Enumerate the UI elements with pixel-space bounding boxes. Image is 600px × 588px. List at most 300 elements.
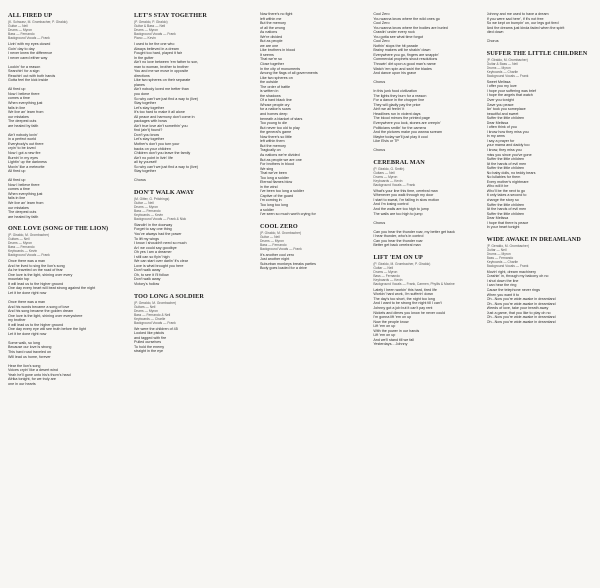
lyric-line: Fought too hard, played it fair: [133, 51, 182, 56]
lyric-line: Some walk, so long: [8, 340, 40, 345]
lyric-line: man to woman, brother to brother: [133, 64, 189, 69]
lyric-line: Let it be done right now: [8, 290, 47, 295]
lyric-line: packages with bows: [133, 119, 167, 124]
lyric-line: Ain't no point in livin' life: [133, 155, 173, 160]
lyric-line: Let's stay together: [133, 137, 165, 142]
lyric-line: Johnny got a job but it can't pay rent: [373, 306, 433, 311]
lyric-line: Close together: [259, 62, 284, 67]
lyric-line: You wanna know where the bodies are buried: [373, 25, 448, 30]
lyric-line: left within them: [259, 139, 285, 144]
lyric-line: Headlines run in violent days: [373, 111, 421, 116]
lyric-line: When you want it to: [486, 292, 520, 297]
musician-credits: [373, 266, 478, 286]
song-writers: (P. Giraldo, M. Grombacher): [8, 233, 50, 238]
lyric-line: Suffer the little children: [486, 157, 525, 162]
lyrics-column: [8, 12, 126, 582]
lyric-line: and homes deep: [259, 112, 288, 117]
lyric-line: Movin' like a meteorite: [8, 164, 45, 169]
lyric-line: The deepest cuts: [8, 119, 37, 124]
lyric-line: Oh yes I am a dreamer: [133, 250, 172, 255]
lyric-line: Now the people know: [373, 319, 409, 324]
credit-line: Drums — Myron: [8, 241, 32, 246]
lyric-line: An' took you someplace: [486, 107, 526, 112]
song-title: SUFFER THE LITTLE CHILDREN: [486, 49, 588, 57]
lyric-line: Every mother's nightmare: [486, 179, 529, 184]
lyric-line: Nothin' stops the hit parade: [373, 43, 419, 48]
credit-line: Drums — Myron: [133, 308, 158, 313]
lyric-line: Oh...Now you're wide awake in dreamland: [486, 301, 556, 306]
lyric-line: find (ain't) found?: [133, 128, 163, 133]
song-block: [487, 12, 592, 44]
lyric-line: Suburban monkeys breaks parties: [259, 261, 316, 266]
musician-credits: [260, 235, 365, 251]
lyric-line: in a perfect world: [8, 137, 37, 142]
song-block: [260, 223, 365, 271]
musician-credits: [487, 62, 592, 78]
lyric-line: Oh...Now you're wide awake in dreamland: [486, 315, 556, 320]
song-block: [373, 159, 478, 248]
lyric-line: the shadows: [259, 93, 281, 98]
musician-credits: [134, 24, 252, 40]
lyric-line: Cool Zero: [373, 21, 390, 26]
musician-credits: [8, 237, 126, 257]
lyric-line: If you were sad here', if it's not free: [486, 16, 544, 21]
lyric-line: Oh...Now you're wide awake in dreamland: [486, 319, 556, 324]
lyric-line: comes a time: [8, 96, 30, 101]
lyric-line: Stay together: [133, 169, 156, 174]
lyric-line: I know how they miss you: [486, 129, 529, 134]
lyric-line: Oh, to see it I'll follow: [133, 272, 169, 277]
song-title: LET'S STAY TOGETHER: [133, 12, 207, 19]
lyric-line: Love is what brought you here: [133, 263, 184, 268]
lyric-line: Suffer the little children: [486, 116, 525, 121]
lyric-line: We can start over darlin' it's clear: [133, 259, 188, 264]
credit-line: Guitar — Neil: [373, 265, 394, 270]
song-writers: (P. Geraldo, M. Grombacher): [133, 300, 177, 305]
lyric-line: Don't walk away: [133, 277, 161, 282]
lyric-line: But the memory: [259, 143, 286, 148]
lyric-line: And I'm losing control: [373, 202, 409, 207]
lyric-line: Crashin' in, through my balcony oh no: [486, 274, 549, 279]
musician-credits: [134, 305, 252, 325]
lyric-line: It will lead us to the higher ground: [8, 281, 64, 286]
lyric-line: To lift my wings: [133, 236, 159, 241]
credit-line: Drums — Myron: [133, 28, 158, 32]
lyric-line: It seems: [259, 52, 274, 57]
lyric-line: Suffer the little children: [486, 166, 525, 171]
lyric-line: Crawlin' under every rock: [373, 30, 415, 35]
lyric-line: The walls are too high to jump: [373, 211, 423, 216]
credit-line: Background Vocals — Frank & Nick: [133, 216, 187, 221]
credit-line: Background Vocals — Frank, Carmen, Phyllis & Maxine: [373, 281, 455, 286]
credit-line: Bass — Fernando: [486, 255, 514, 260]
lyric-line: With the power in our hands: [373, 328, 420, 333]
lyric-line: As nations we're divided: [259, 152, 300, 157]
lyric-line: And dance upon his grave: [373, 71, 417, 76]
lyric-line: In my arms: [486, 134, 505, 139]
song-writers: (P. Giraldo, M. Grombacher, P. Giraldo): [373, 261, 431, 266]
credit-line: Drums — Myron: [373, 269, 398, 274]
lyric-line: Just a game, that you like to play oh no: [486, 310, 551, 315]
lyric-line: We were the children of 45: [133, 326, 178, 331]
lyric-line: Everywhere you go, fingers are snappin': [373, 52, 439, 57]
lyric-line: Gotta feel the kick inside: [8, 78, 49, 83]
song-title: LIFT 'EM ON UP: [373, 253, 423, 261]
lyric-line: Chorus: [373, 80, 386, 85]
credit-line: Guitars — Neil: [8, 237, 30, 242]
lyric-line: Ain't true love ain't somethin' you: [133, 123, 188, 128]
credit-line: Drums — Myron: [8, 28, 32, 32]
credit-line: Drums — Myron: [486, 65, 511, 70]
lyric-line: Chorus: [373, 220, 386, 225]
lyric-line: Chorus: [486, 39, 499, 44]
lyrics-column: [134, 12, 252, 582]
lyric-line: Who'll be the next to go: [486, 188, 526, 193]
credit-line: Guitars — Neil: [133, 304, 156, 309]
lyric-line: Forget to say one thing: [133, 227, 172, 232]
lyric-line: Pulled ourselves: [133, 340, 162, 345]
lyric-line: I'm coming in: [259, 198, 282, 203]
lyric-line: They will gladly pay the price: [373, 102, 421, 107]
lyric-line: a soldier: [259, 207, 274, 212]
lyric-line: Cool Zero: [373, 39, 390, 44]
lyric-line: Everybody's out there: [8, 141, 44, 146]
credit-line: Bass — Fernando: [8, 245, 35, 250]
musician-credits: [8, 24, 126, 40]
lyric-line: Gave you peace: [486, 102, 514, 107]
lyric-line: straight in the eye: [133, 349, 164, 354]
lyric-line: But the memory: [259, 21, 286, 26]
lyric-line: So why can't we just find a way to (live): [133, 96, 199, 101]
song-writers: (P. Giraldo, M. Grombacher): [259, 230, 302, 235]
song-title: DON'T WALK AWAY: [133, 188, 195, 196]
lyric-line: Politicians smilin' for the camera: [373, 125, 426, 130]
lyric-line: miss you since you've gone: [486, 152, 532, 157]
credit-line: Keyboards — Kevin: [373, 178, 403, 183]
lyric-line: I know I shouldn't need so much: [133, 241, 187, 246]
lyric-line: Everywhere you look, stones are creepin': [373, 121, 441, 126]
lyric-line: I hope your suffering was brief: [486, 88, 536, 93]
lyric-line: And I want to be strong the night till I can't: [373, 301, 442, 306]
lyric-line: of all the wrong: [259, 25, 285, 30]
lyric-line: Don't walk away: [133, 268, 161, 273]
lyric-line: Now there's no fight: [259, 12, 293, 16]
lyric-line: But never too old to play: [259, 125, 300, 130]
lyric-line: Like two spheres on their separate: [133, 78, 191, 83]
lyric-line: Lift 'em on up: [373, 333, 396, 338]
lyric-line: That we've been: [259, 171, 287, 176]
lyric-line: Sweet Melissa: [486, 79, 511, 84]
lyric-line: So why can't we just find a way to (live): [133, 164, 199, 169]
lyric-line: Ain't nobody loved me better than: [133, 87, 189, 92]
lyric-line: But as people: [259, 39, 283, 44]
lyric-line: comes a time: [8, 187, 30, 192]
lyric-line: our mistakes: [8, 205, 29, 210]
credit-line: Drums — Myron: [133, 204, 158, 209]
lyric-line: Tragically on: [259, 148, 281, 153]
lyric-line: Suffer the little children: [486, 211, 525, 216]
credit-line: Bass — Fernando & Neil: [133, 312, 171, 317]
lyric-line: This hard road traveled on: [8, 349, 52, 354]
lyric-line: backs on your children: [133, 146, 171, 151]
credit-line: Guitar & Bass — Neil: [133, 24, 166, 28]
lyric-line: beautiful and sweet: [486, 111, 519, 116]
lyric-line: For a dance in the chopper line: [373, 98, 425, 103]
lyric-line: Goin' day to day: [8, 46, 35, 51]
song-block: [373, 12, 478, 153]
lyric-line: Just another night: [259, 257, 290, 262]
lyric-line: Stay together: [133, 101, 156, 106]
credit-line: Bass — Fernando: [373, 273, 400, 278]
song-title: COOL ZERO: [259, 222, 298, 230]
lyric-line: An' we could say goodbye: [133, 245, 177, 250]
lyric-line: your mama and daddy too: [486, 143, 530, 148]
lyric-line: Looked like pistols: [133, 331, 165, 336]
lyric-line: I used to be the one who: [133, 42, 175, 46]
lyric-line: Mother's don't you turn your: [133, 142, 180, 147]
song-block: [134, 293, 252, 354]
lyric-line: and tagged with fire: [133, 335, 167, 340]
lyric-line: for a nation's scars: [259, 107, 291, 112]
lyric-line: I know, they miss you: [486, 147, 522, 152]
lyric-line: Will lead us home, forever: [8, 354, 51, 359]
credit-line: Background Vocals — Frank: [8, 36, 50, 40]
lyric-line: The lights they burn for a reason: [373, 93, 427, 98]
song-block: [487, 50, 592, 230]
lyric-line: Chorus: [133, 178, 146, 183]
lyric-line: You wanna know where the wild ones go: [373, 16, 440, 21]
lyric-line: I say a prayer for: [486, 138, 515, 143]
lyric-line: Whose people cry: [259, 102, 290, 107]
lyrics-column: [373, 12, 478, 582]
lyric-line: in the wind: [259, 184, 278, 189]
song-writers: (P. Giraldo, G. Smith): [373, 166, 405, 171]
musician-credits: [373, 171, 478, 187]
lyric-line: Commercial prophets shout resolutions: [373, 57, 438, 62]
credit-line: Guitars — Neil: [373, 170, 395, 175]
credit-line: Guitar — Neil: [259, 234, 280, 239]
lyric-line: The deepest cuts: [8, 210, 37, 215]
lyric-line: Burnin' in my eyes: [8, 155, 39, 160]
credit-line: Background Vocals — Frank: [133, 320, 176, 325]
lyric-line: As nations: [259, 30, 278, 35]
lyric-line: Workin' hard work, I'm sufferin' down: [373, 292, 434, 297]
lyric-line: are healed by faith: [8, 123, 39, 128]
lyric-line: Livin' with my eyes closed: [8, 42, 51, 46]
lyric-line: Among the flags of all governments: [259, 71, 318, 76]
lyric-line: As he traveled on the road of fear: [8, 268, 63, 273]
lyric-line: It's another cool zero: [259, 252, 295, 257]
lyric-line: Like Elvis or TP: [373, 139, 399, 144]
lyric-line: cryin' to be loved: [8, 146, 36, 151]
credit-line: Drums — Myron: [373, 174, 398, 179]
lyric-line: Who will it be: [486, 184, 509, 189]
lyric-line: Like brothers in blood: [259, 48, 296, 53]
lyric-line: Lightin' up the darkness: [8, 160, 47, 165]
lyric-line: I often think of you: [486, 125, 517, 130]
lyric-line: I still can so flyin' high: [133, 254, 170, 259]
lyric-line: In the city of monuments: [259, 66, 301, 71]
lyric-line: I hope the angels that watch: [486, 93, 533, 98]
credit-line: Guitar — Neil: [8, 24, 28, 28]
credit-line: Background Vocals — Frank: [133, 32, 176, 36]
lyric-line: Lift 'em on up: [373, 324, 396, 329]
lyric-line: Ain't no love between 'em father to son,: [133, 60, 199, 65]
lyric-line: Captive of the guard: [259, 193, 294, 198]
credit-line: Guitar — Neil: [486, 247, 507, 252]
lyric-line: Let it be done right now: [8, 331, 47, 336]
lyric-line: Body goes loaded for a drive: [259, 266, 307, 271]
lyric-line: We're divided: [259, 34, 283, 39]
credit-line: Guitar — Neil: [133, 200, 154, 205]
credit-line: Background Vocals — Frank: [486, 73, 529, 78]
lyric-line: I hear thunder, who's in control: [373, 234, 424, 239]
lyric-line: one in our hearts: [8, 381, 36, 386]
lyric-line: It's too hard to make it all alone: [133, 110, 185, 115]
credit-line: Keyboards — Kevin: [373, 277, 403, 282]
lyric-line: falls in line: [8, 105, 26, 110]
lyric-line: And the dreams just kinda faded when the spirit: [486, 25, 565, 30]
lyric-line: One day every eye will see truth before the light: [8, 327, 86, 332]
lyric-line: In your heart tonight: [486, 225, 520, 230]
lyric-line: Yeah he'll gone unto his's thorn's head: [8, 372, 71, 377]
lyric-line: At the hands of evil men: [486, 207, 527, 212]
lyric-line: I can hear the ring: [486, 283, 517, 288]
lyric-line: you done: [133, 92, 150, 97]
song-block: [134, 12, 252, 183]
lyric-line: Once there was a man: [8, 300, 46, 305]
lyric-line: Suffer the little children: [486, 202, 525, 207]
lyric-line: And his words became a song of love: [8, 304, 70, 309]
lyric-line: It only takes a second to: [486, 193, 527, 198]
lyric-line: died down: [486, 30, 504, 35]
lyric-line: Always believed in a dream: [133, 46, 179, 51]
musician-credits: [134, 201, 252, 221]
lyric-line: I've seen so much worth crying for: [259, 212, 316, 217]
lyric-line: Lookin' for a reason: [8, 64, 41, 69]
lyric-line: I'm gonna lift 'em on up: [373, 315, 412, 320]
lyric-line: That we're so: [259, 57, 282, 62]
song-writers: (P. Giraldo, M. Grombacher): [486, 57, 528, 62]
lyric-line: are healed by faith: [8, 214, 39, 219]
lyric-line: The day's too short, the night too long: [373, 296, 435, 301]
song-title: WIDE AWAKE IN DREAMLAND: [486, 235, 581, 243]
credit-line: Background Vocals — Frank: [486, 263, 529, 268]
credit-line: Background Vocals — Frank: [373, 182, 416, 187]
lyric-line: One day every heart will beat strong against the night: [8, 286, 96, 291]
credit-line: Keyboards — Kevin: [8, 249, 38, 254]
lyric-line: And his song became the golden dream: [8, 309, 74, 314]
lyrics-column: [260, 12, 365, 582]
lyric-line: Watch 'em spin and swirl the blades: [373, 66, 432, 71]
lyric-line: At the hands of evil men: [486, 161, 527, 166]
lyric-line: left within me: [259, 16, 282, 21]
credit-line: Keyboards — Charlie: [486, 69, 518, 74]
lyric-line: we are one: [259, 43, 279, 48]
lyric-line: When everything just: [8, 101, 43, 106]
credit-line: Guitar & Bass — Neil: [486, 61, 518, 66]
lyric-line: Hear the lion's song: [8, 363, 41, 368]
song-block: [8, 12, 126, 219]
lyric-line: But as people we are one: [259, 157, 302, 162]
lyric-line: I've been too long a soldier: [259, 189, 304, 194]
credit-line: Bass — Fernando: [133, 208, 161, 213]
lyric-line: Dear Melissa: [486, 216, 509, 221]
lyric-line: Now I got a new fire: [8, 150, 41, 155]
lyric-line: The order of battle: [259, 84, 291, 89]
song-title: ONE LOVE (SONG OF THE LION): [8, 225, 109, 233]
lyric-line: No baby dolls, no teddy bears: [486, 170, 536, 175]
lyric-line: Like two spheres on: [259, 75, 293, 80]
lyric-line: change the story so: [486, 198, 519, 202]
lyric-line: Lately I been workin' this hard, tired life: [373, 287, 437, 292]
lyric-line: We sing: [259, 166, 274, 171]
credit-line: Drums — Myron: [486, 251, 511, 256]
lyric-line: I shut down the line: [486, 278, 519, 283]
credit-line: Keyboards — Charlie: [486, 259, 518, 264]
lyric-line: Whenever you walk through my door: [373, 193, 434, 198]
lyric-line: In the gutter: [133, 55, 154, 60]
lyric-line: the general's game: [259, 130, 292, 135]
lyric-line: In this junk food civilization: [373, 89, 417, 94]
song-writers: (K. Schwarz, M. Grombacher, P. Giraldo): [8, 20, 68, 24]
lyric-line: Can you hear the thunder roar: [373, 238, 423, 243]
lyric-line: I never cared either way: [8, 55, 48, 60]
musician-credits: [487, 248, 592, 268]
lyric-line: Oh...Now you're wide awake in dreamland: [486, 297, 556, 302]
lyric-line: Nickels and dimes you know he never could: [373, 310, 446, 315]
lyric-line: Throwin' dirt upon a good man's name: [373, 62, 436, 67]
lyric-line: Searchin' for a sign: [8, 69, 40, 74]
lyric-line: Yesterdays... Johnny: [373, 342, 408, 347]
lyric-line: my brother: [8, 318, 26, 323]
credit-line: Piano — Kevin: [133, 36, 156, 40]
lyric-line: mountain top: [8, 277, 30, 282]
lyric-line: Dear Melissa: [486, 120, 509, 125]
lyric-line: Standin' in the doorway: [133, 222, 173, 227]
song-title: TOO LONG A SOLDIER: [133, 292, 204, 300]
credit-line: Keyboards — Charlie: [133, 316, 166, 321]
lyric-line: You and me we move in opposite: [133, 69, 189, 74]
lyric-line: What's your line this time, cerebral man: [373, 188, 438, 193]
lyric-line: Voices cryin' like a desert wind: [8, 368, 58, 373]
lyric-line: beneath a blanket of stars: [259, 116, 303, 121]
lyric-line: Reachin' out with both hands: [8, 73, 56, 78]
lyric-line: All peace and harmony don't come in: [133, 114, 195, 119]
lyric-line: Cool Zero: [373, 12, 390, 16]
lyric-line: And he lived to sing the lion's song: [8, 263, 65, 268]
lyric-line: One love is the light, shining over everywhere: [8, 313, 83, 318]
lyric-line: All fired up: [8, 178, 26, 183]
song-block: [373, 254, 478, 347]
lyric-line: You've always had the power: [133, 232, 182, 236]
lyric-line: When everything just: [8, 191, 43, 196]
lyric-line: Children don't you leave the family: [133, 151, 191, 156]
song-block: [8, 225, 126, 386]
lyric-line: the outside: [259, 80, 279, 85]
lyric-line: Can you hear the thunder roar, my better get back: [373, 229, 455, 234]
lyric-line: Afrika tonight, for we truly are: [8, 377, 56, 382]
lyric-line: It will lead us to the higher ground: [8, 322, 64, 327]
lyric-line: Victory's hollow: [133, 282, 160, 287]
song-writers: (P. Geraldo, P. Giraldo): [133, 20, 168, 24]
lyric-line: Over you tonight: [486, 97, 514, 102]
lyric-line: We live an' learn from: [8, 200, 44, 205]
lyric-line: planes: [133, 82, 145, 87]
lyric-line: I never knew the difference: [8, 51, 53, 56]
lyric-line: I start to sweat, I'm falling in slow motion: [373, 197, 440, 202]
lyric-line: directions: [133, 73, 150, 78]
